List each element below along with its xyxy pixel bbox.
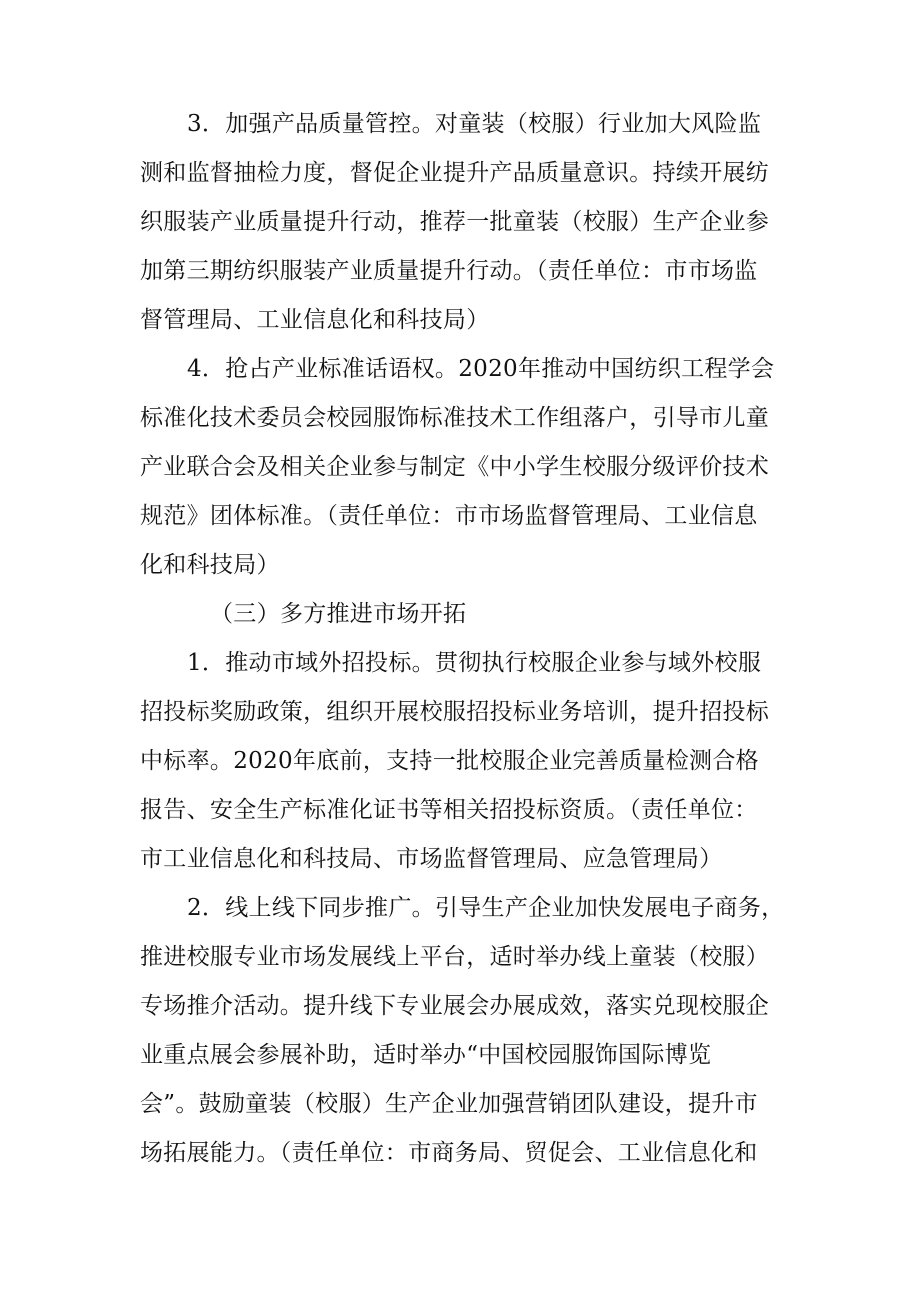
paragraph-1-line-3: 中标率。2020年底前，支持一批校服企业完善质量检测合格 (140, 748, 759, 774)
paragraph-3-line-3: 织服装产业质量提升行动，推荐一批童装（校服）生产企业参 (140, 209, 770, 235)
paragraph-3-line-4: 加第三期纺织服装产业质量提升行动。（责任单位：市市场监 (140, 258, 758, 284)
paragraph-2-line-3: 专场推介活动。提升线下专业展会办展成效，落实兑现校服企 (140, 993, 770, 1019)
paragraph-2-line-6: 场拓展能力。（责任单位：市商务局、贸促会、工业信息化和 (140, 1140, 758, 1166)
paragraph-2-line-1: 2．线上线下同步推广。引导生产企业加快发展电子商务， (187, 895, 785, 921)
paragraph-2-line-4: 业重点展会参展补助，适时举办“中国校园服饰国际博览 (140, 1042, 712, 1068)
paragraph-4-line-2: 标准化技术委员会校园服饰标准技术工作组落户，引导市儿童 (140, 405, 770, 431)
paragraph-4-line-1: 4．抢占产业标准话语权。2020年推动中国纺织工程学会 (187, 356, 775, 382)
paragraph-4-line-3: 产业联合会及相关企业参与制定《中小学生校服分级评价技术 (140, 454, 770, 480)
paragraph-4-line-5: 化和科技局） (140, 552, 280, 578)
paragraph-1-line-4: 报告、安全生产标准化证书等相关招投标资质。（责任单位： (140, 797, 758, 823)
section-heading: （三）多方推进市场开拓 (210, 601, 467, 627)
paragraph-1-line-1: 1．推动市域外招投标。贯彻执行校服企业参与域外校服 (187, 650, 762, 676)
paragraph-1-line-2: 招投标奖励政策，组织开展校服招投标业务培训，提升招投标 (140, 699, 770, 725)
paragraph-3-line-2: 测和监督抽检力度，督促企业提升产品质量意识。持续开展纺 (140, 160, 770, 186)
paragraph-2-line-5: 会”。鼓励童装（校服）生产企业加强营销团队建设，提升市 (140, 1091, 758, 1117)
paragraph-2-line-2: 推进校服专业市场发展线上平台，适时举办线上童装（校服） (140, 944, 770, 970)
paragraph-3-line-1: 3．加强产品质量管控。对童装（校服）行业加大风险监 (187, 111, 762, 137)
paragraph-1-line-5: 市工业信息化和科技局、市场监督管理局、应急管理局） (140, 846, 723, 872)
paragraph-4-line-4: 规范》团体标准。（责任单位：市市场监督管理局、工业信息 (140, 503, 758, 529)
paragraph-3-line-5: 督管理局、工业信息化和科技局） (140, 307, 490, 333)
